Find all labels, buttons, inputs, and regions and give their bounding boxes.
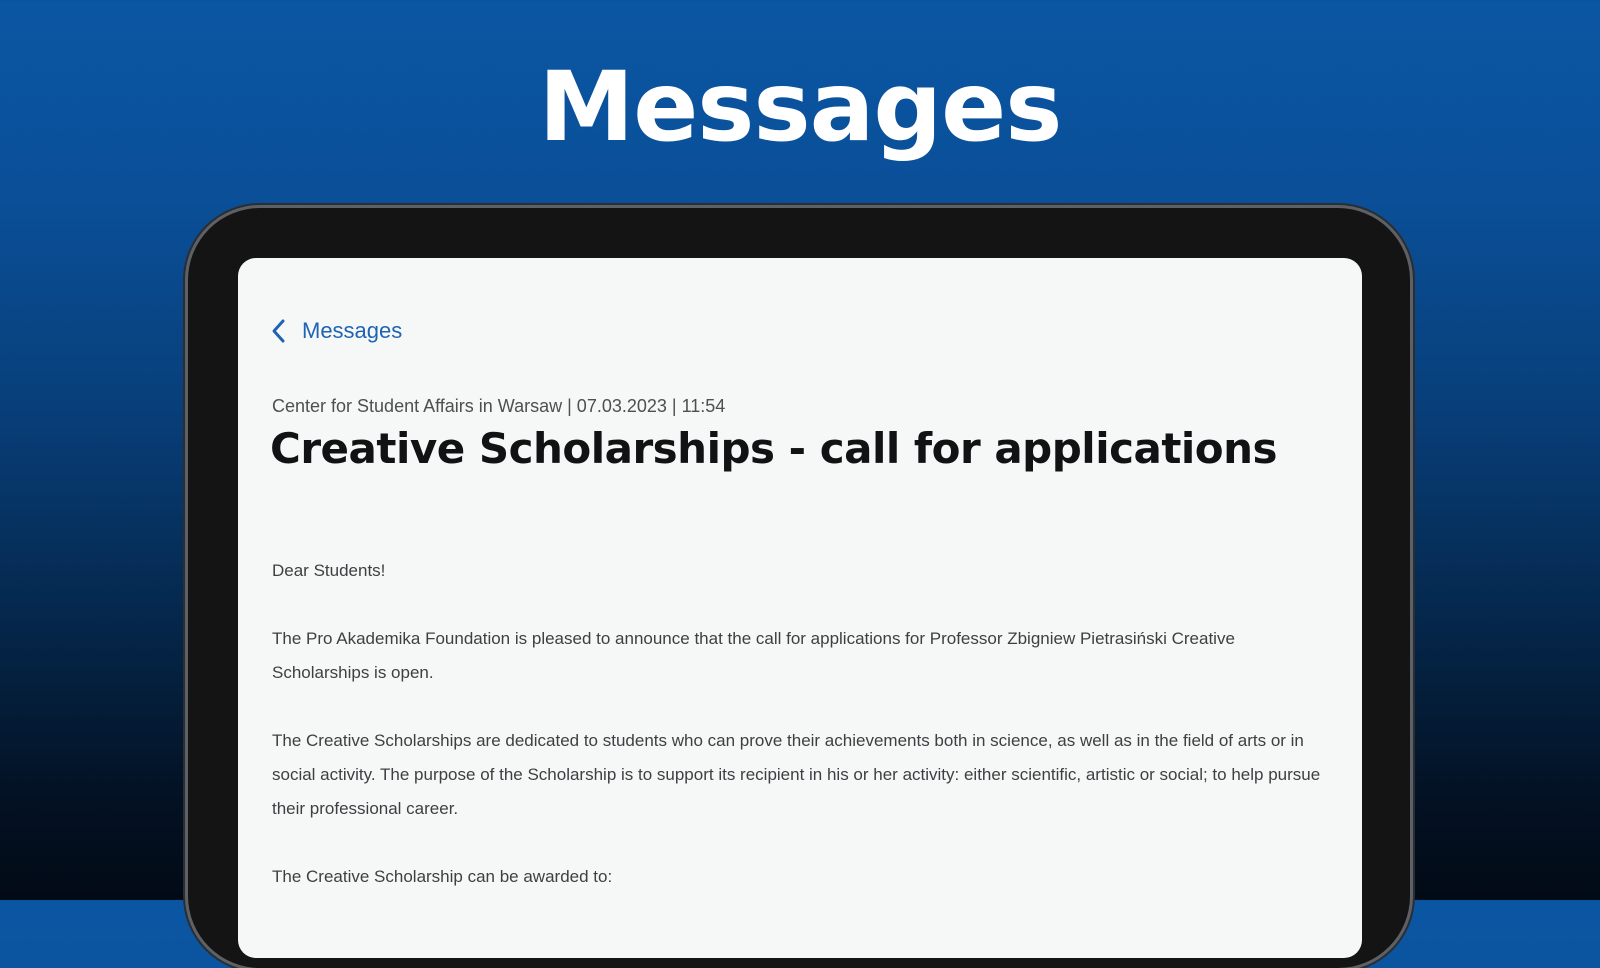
back-button-label: Messages — [302, 318, 403, 343]
message-paragraph-description: The Creative Scholarships are dedicated to students who can prove their achievements both in science, as well as in the field of arts or in social activity. The purpose of the Scholarship is to support its recipient in his or her activity: either scientific, artistic or social; to help pursue their professional career. — [272, 731, 1321, 818]
message-meta: Center for Student Affairs in Warsaw | 07.03.2023 | 11:54 — [272, 396, 726, 416]
message-body — [272, 554, 1332, 928]
message-title: Creative Scholarships - call for applications — [270, 424, 1278, 473]
message-paragraph-eligibility: The Creative Scholarship can be awarded to: — [272, 867, 613, 886]
message-detail-screen — [238, 258, 1362, 958]
message-paragraph-greeting: Dear Students! — [272, 561, 386, 580]
message-paragraph-announcement: The Pro Akademika Foundation is pleased to announce that the call for applications for Professor Zbigniew Pietrasiński Creative Scholarships is open. — [272, 629, 1235, 682]
back-button[interactable] — [268, 316, 402, 346]
promo-heading: Messages — [538, 51, 1062, 163]
chevron-left-icon — [268, 316, 290, 346]
